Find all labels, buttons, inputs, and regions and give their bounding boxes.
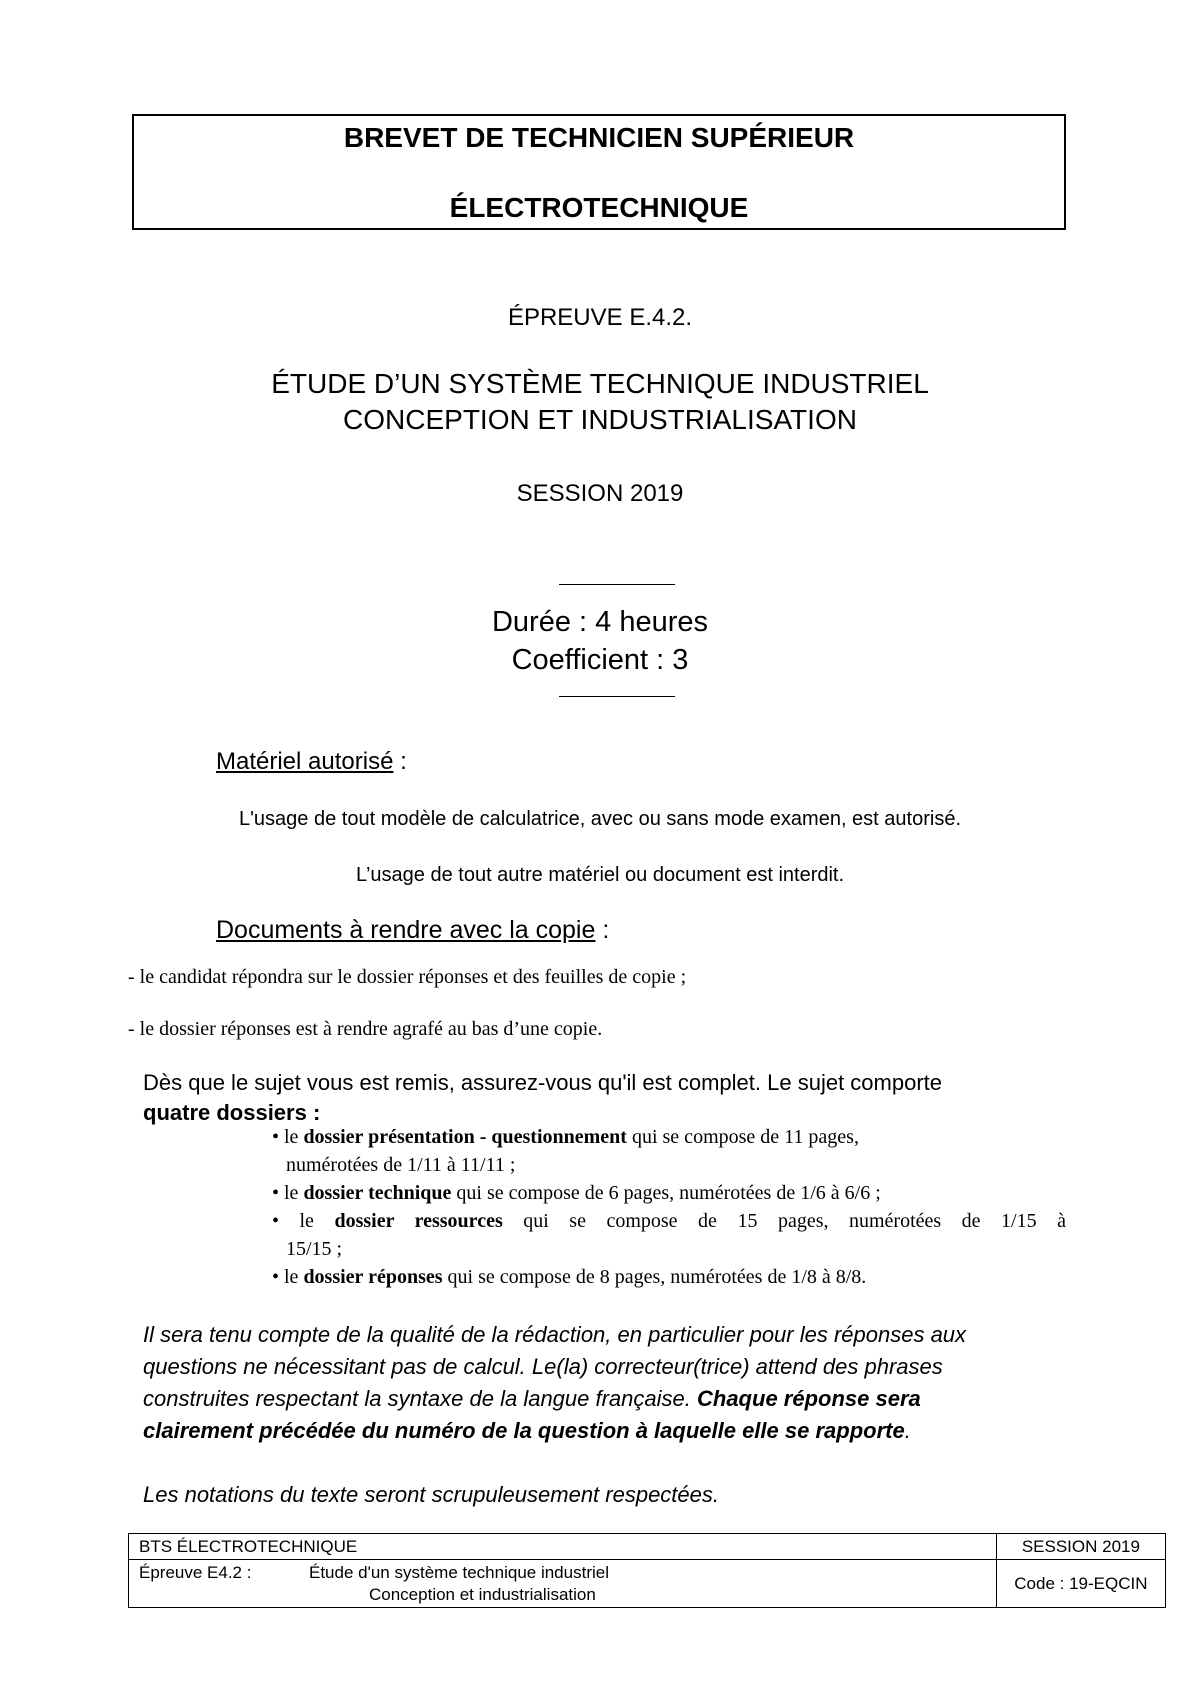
session-label: SESSION 2019 (516, 480, 684, 507)
dossier-desc: qui se compose de 6 pages, numérotées de 1/6 à 6/6 ; (451, 1182, 881, 1204)
footer-session-cell: SESSION 2019 (996, 1534, 1165, 1560)
footer-bts-cell: BTS ÉLECTROTECHNIQUE (129, 1534, 997, 1560)
dossier-desc: qui se compose de 15 pages, numérotées de 1/15 à (502, 1210, 1066, 1232)
materiel-line-2: L’usage de tout autre matériel ou document est interdit. (355, 864, 845, 886)
bullet-marker: • le (272, 1210, 335, 1232)
dossier-desc: qui se compose de 8 pages, numérotées de 1/8 à 8/8. (442, 1266, 867, 1288)
documents-item-1: - le candidat répondra sur le dossier réponses et des feuilles de copie ; (128, 966, 687, 988)
redaction-line-1: Il sera tenu compte de la qualité de la rédaction, en particulier pour les réponses aux (143, 1322, 967, 1347)
header-box (132, 114, 1066, 230)
footer-row-2 (129, 1560, 1166, 1608)
dossier-item-continuation: 15/15 ; (286, 1238, 343, 1260)
redaction-line-4-bold: clairement précédée du numéro de la question à laquelle elle se rapporte (143, 1418, 905, 1443)
notations-note: Les notations du texte seront scrupuleusement respectées. (143, 1482, 720, 1507)
dossier-desc: qui se compose de 11 pages, (626, 1126, 859, 1148)
footer-table (128, 1533, 1166, 1608)
dossier-name: dossier ressources (334, 1210, 503, 1232)
dossier-item (272, 1210, 1066, 1233)
sujet-intro: Dès que le sujet vous est remis, assurez-vous qu'il est complet. Le sujet comporte (143, 1070, 943, 1095)
dossier-name: dossier technique (303, 1182, 452, 1204)
redaction-line-3-bold: Chaque réponse sera (697, 1386, 921, 1411)
duration-label: Durée : 4 heures (491, 606, 708, 638)
footer-epreuve-cell (129, 1560, 997, 1608)
coefficient-label: Coefficient : 3 (511, 644, 689, 676)
dossier-item-continuation: numérotées de 1/11 à 11/11 ; (286, 1154, 516, 1176)
materiel-heading (216, 748, 407, 776)
dossier-name: dossier présentation - questionnement (303, 1126, 627, 1148)
footer-epreuve-label: Épreuve E4.2 : (139, 1562, 252, 1582)
sujet-intro-bold: quatre dossiers : (143, 1100, 321, 1125)
bullet-marker: • le (272, 1126, 304, 1148)
dossier-item (272, 1266, 866, 1289)
separator-top (559, 584, 675, 585)
header-line-2: ÉLECTROTECHNIQUE (449, 192, 749, 223)
bullet-marker: • le (272, 1182, 304, 1204)
documents-heading-colon: : (595, 916, 610, 944)
redaction-line-2: questions ne nécessitant pas de calcul. Le(la) correcteur(trice) attend des phrases (143, 1354, 943, 1379)
materiel-heading-colon: : (393, 748, 407, 775)
exam-title-line-2: CONCEPTION ET INDUSTRIALISATION (343, 404, 857, 435)
documents-heading-text: Documents à rendre avec la copie (216, 916, 596, 944)
materiel-line-1: L'usage de tout modèle de calculatrice, avec ou sans mode examen, est autorisé. (238, 808, 962, 830)
dossier-item (272, 1182, 881, 1205)
footer-epreuve-title-2: Conception et industrialisation (369, 1584, 596, 1604)
footer-row-1 (129, 1534, 1166, 1560)
dossier-name: dossier réponses (303, 1266, 443, 1288)
dossier-item (272, 1126, 859, 1149)
redaction-line-3-text: construites respectant la syntaxe de la langue française. (143, 1386, 697, 1411)
header-line-1: BREVET DE TECHNICIEN SUPÉRIEUR (343, 122, 855, 153)
separator-bottom (559, 696, 675, 697)
redaction-line-4-end: . (904, 1418, 911, 1443)
redaction-line-4 (143, 1418, 911, 1444)
exam-title-line-1: ÉTUDE D’UN SYSTÈME TECHNIQUE INDUSTRIEL (271, 368, 929, 399)
materiel-heading-text: Matériel autorisé (216, 748, 394, 775)
redaction-line-3 (143, 1386, 921, 1412)
documents-heading (216, 916, 609, 945)
bullet-marker: • le (272, 1266, 304, 1288)
footer-code-cell: Code : 19-EQCIN (996, 1560, 1165, 1608)
footer-epreuve-title-1: Étude d'un système technique industriel (309, 1562, 609, 1582)
epreuve-label: ÉPREUVE E.4.2. (507, 304, 693, 331)
documents-item-2: - le dossier réponses est à rendre agrafé au bas d’une copie. (128, 1018, 603, 1040)
